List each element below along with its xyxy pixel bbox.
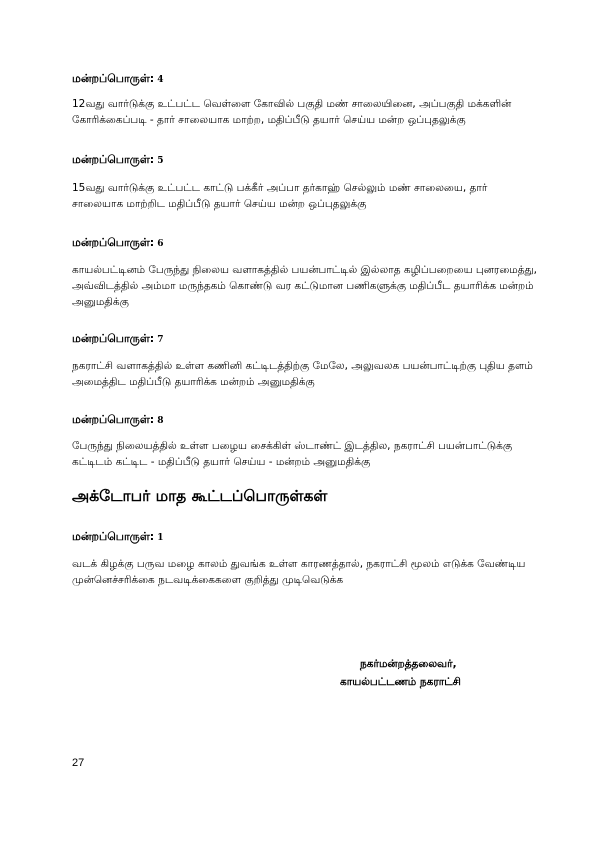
agenda-item-line: நகராட்சி வளாகத்தில் உள்ள கணினி கட்டிடத்திற்கு மேலே, அலுவலக பயன்பாட்டிற்கு புதிய தளம் bbox=[72, 360, 533, 372]
agenda-item-line: காயல்பட்டினம் பேருந்து நிலைய வளாகத்தில் பயன்பாட்டில் இல்லாத கழிப்பறையை புனரமைத்து, bbox=[72, 264, 538, 276]
agenda-item-number: 6 bbox=[157, 239, 164, 249]
agenda-item-label: மன்றப்பொருள்: bbox=[72, 530, 155, 543]
agenda-item-label: மன்றப்பொருள்: bbox=[72, 413, 155, 426]
agenda-item-label: மன்றப்பொருள்: bbox=[72, 236, 155, 249]
agenda-item-label: மன்றப்பொருள்: bbox=[72, 72, 155, 85]
agenda-item-line: அமைத்திட மதிப்பீடு தயாரிக்க மன்றம் அனுமதிக்கு bbox=[72, 376, 315, 388]
section-title: அக்டோபர் மாத கூட்டப்பொருள்கள் bbox=[72, 487, 328, 505]
agenda-item-line: 12வது வார்டுக்கு உட்பட்ட வெள்ளை கோவில் பகுதி மண் சாலையினை, அப்பகுதி மக்களின் bbox=[72, 98, 512, 110]
signature-office: காயல்பட்டணம் நகராட்சி bbox=[340, 676, 461, 688]
agenda-item-heading bbox=[72, 236, 163, 251]
agenda-item-label: மன்றப்பொருள்: bbox=[72, 332, 155, 345]
agenda-item-line: 15வது வார்டுக்கு உட்பட்ட காட்டு பக்கீர் அப்பா தர்காஹ் செல்லும் மண் சாலையை, தார் bbox=[72, 182, 488, 194]
agenda-item-heading bbox=[72, 413, 163, 428]
agenda-item-text bbox=[72, 438, 532, 470]
agenda-item-number: 7 bbox=[157, 335, 164, 345]
agenda-item-number: 5 bbox=[157, 156, 164, 166]
agenda-item-line: அவ்விடத்தில் அம்மா மருந்தகம் கொண்டு வர கட்டுமான பணிகளுக்கு மதிப்பீட தயாரிக்க மன்றம் bbox=[72, 280, 534, 292]
agenda-item-text bbox=[72, 358, 532, 390]
agenda-item-text bbox=[72, 262, 538, 310]
agenda-item-text bbox=[72, 96, 532, 128]
agenda-item-number: 1 bbox=[157, 533, 164, 543]
page-number: 27 bbox=[72, 757, 85, 769]
signature-title: நகர்மன்றத்தலைவர், bbox=[360, 658, 457, 670]
agenda-item-line: வடக் கிழக்கு பருவ மழை காலம் துவங்க உள்ள காரணத்தால், நகராட்சி மூலம் எடுக்க வேண்டிய bbox=[72, 558, 526, 570]
agenda-item-number: 4 bbox=[157, 75, 164, 85]
agenda-item-line: பேருந்து நிலையத்தில் உள்ள பழைய சைக்கிள் ஸ்டாண்ட் இடத்தில, நகராட்சி பயன்பாட்டுக்கு bbox=[72, 440, 513, 452]
agenda-item-text bbox=[72, 556, 532, 588]
agenda-item-line: சாலையாக மாற்றிட மதிப்பீடு தயார் செய்ய மன்ற ஒப்புதலுக்கு bbox=[72, 198, 367, 210]
agenda-item-heading bbox=[72, 332, 163, 347]
agenda-item-line: கோரிக்கைப்படி - தார் சாலையாக மாற்ற, மதிப்பீடு தயார் செய்ய மன்ற ஒப்புதலுக்கு bbox=[72, 114, 466, 126]
agenda-item-line: முன்னெச்சரிக்கை நடவடிக்கைகளை குறித்து முடிவெடுக்க bbox=[72, 574, 344, 586]
agenda-item-label: மன்றப்பொருள்: bbox=[72, 153, 155, 166]
agenda-item-heading bbox=[72, 153, 163, 168]
agenda-item-line: அனுமதிக்கு bbox=[72, 296, 129, 308]
agenda-item-number: 8 bbox=[157, 416, 164, 426]
agenda-item-line: கட்டிடம் கட்டிட - மதிப்பீடு தயார் செய்ய - மன்றம் அனுமதிக்கு bbox=[72, 456, 371, 468]
agenda-item-heading bbox=[72, 72, 163, 87]
agenda-item-heading bbox=[72, 530, 163, 545]
agenda-item-text bbox=[72, 180, 532, 212]
